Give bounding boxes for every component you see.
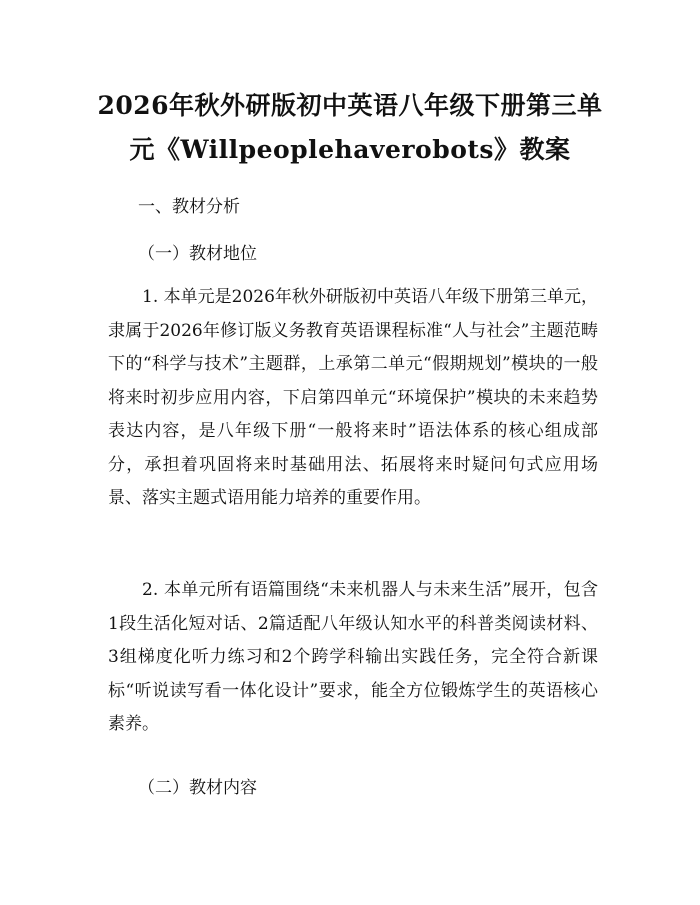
section-heading-textbook-analysis: 一、教材分析 xyxy=(138,197,240,217)
paragraph-unit-position: 1. 本单元是2026年秋外研版初中英语八年级下册第三单元，隶属于2026年修订版义务教育英语课程标准“人与社会”主题范畴下的“科学与技术”主题群，上承第二单元“假期规划”模块的一般将来时初步应用内容，下启第四单元“环境保护”模块的未来趋势表达内容，是八年级下册“一般将来时”语法体系的核心组成部分，承担着巩固将来时基础用法、拓展将来时疑问句式应用场景、落实主题式语用能力培养的重要作用。 xyxy=(108,287,598,508)
document-title-line-2: 元《Willpeoplehaverobots》教案 xyxy=(129,135,571,164)
subsection-heading-textbook-status: （一）教材地位 xyxy=(138,244,257,264)
subsection-heading-textbook-content: （二）教材内容 xyxy=(138,778,257,798)
document-title-line-1: 2026年秋外研版初中英语八年级下册第三单 xyxy=(97,91,603,120)
paragraph-unit-texts: 2. 本单元所有语篇围绕“未来机器人与未来生活”展开，包含1段生活化短对话、2篇适配八年级认知水平的科普类阅读材料、3组梯度化听力练习和2个跨学科输出实践任务，完全符合新课标“听说读写看一体化设计”要求，能全方位锻炼学生的英语核心素养。 xyxy=(108,580,598,734)
